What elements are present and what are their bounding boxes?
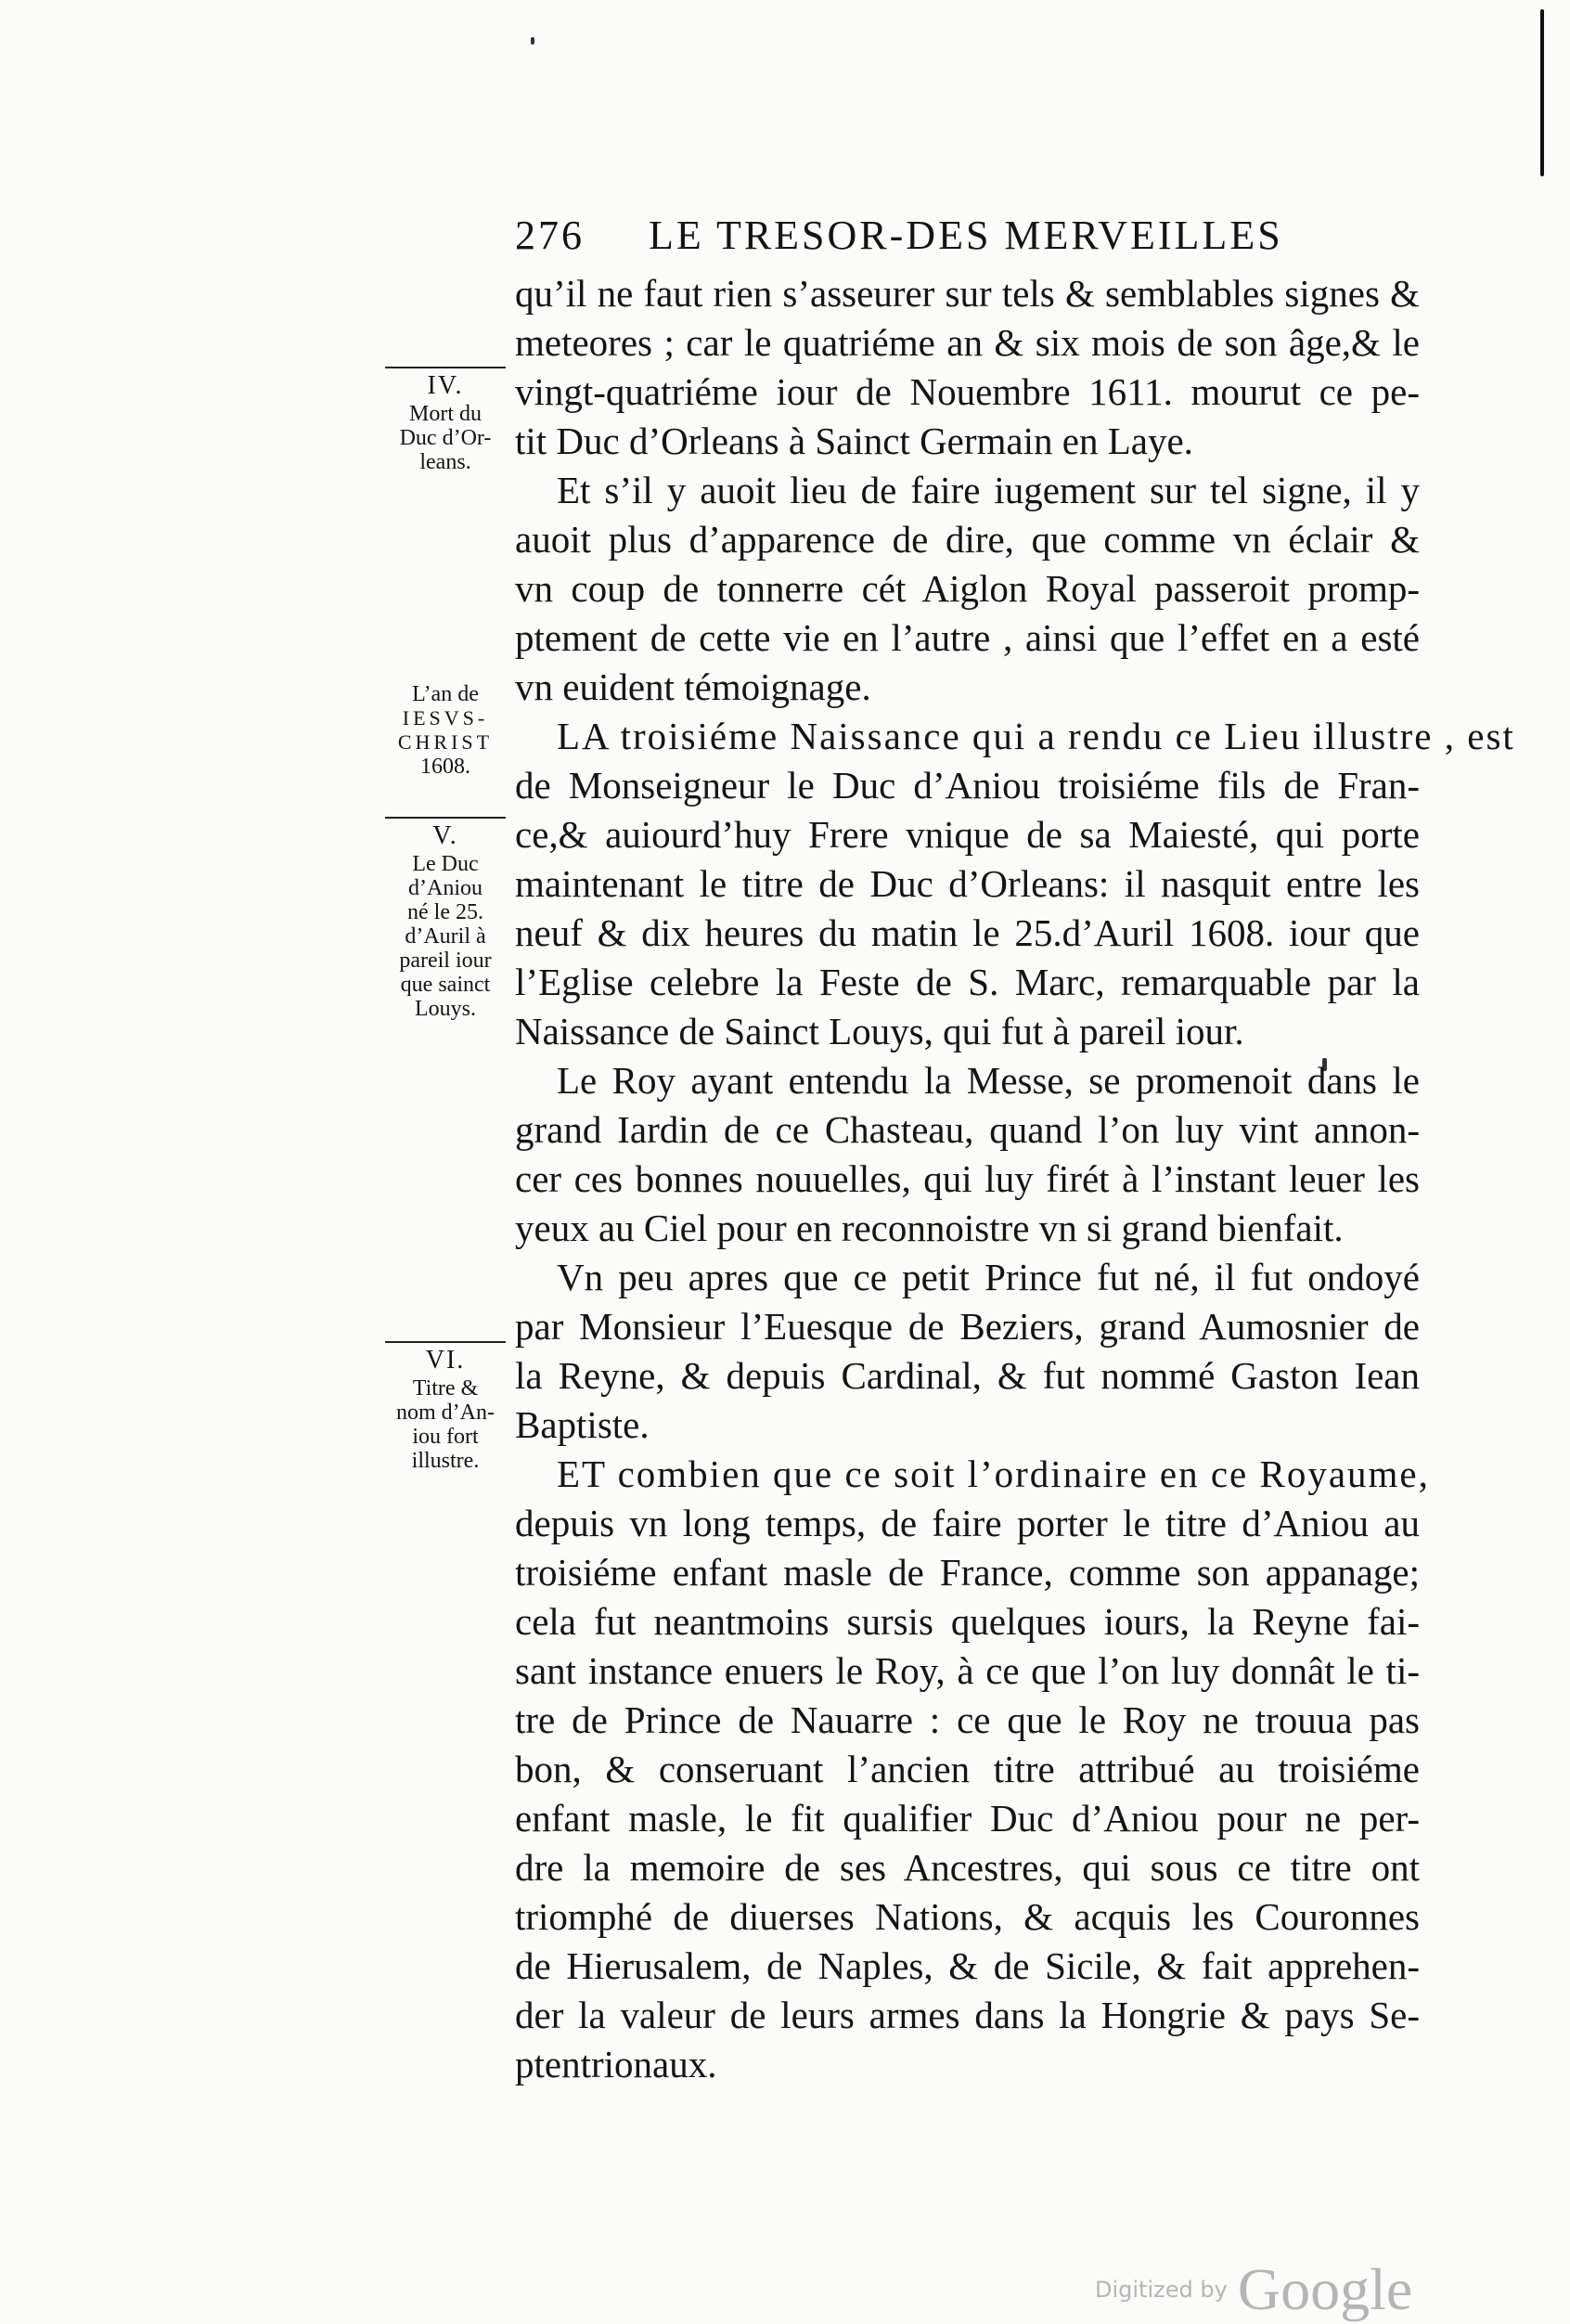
text-line: meteores ; car le quatriéme an & six mois de son âge,& le <box>515 321 1420 364</box>
paragraph-5 <box>515 1253 1420 1450</box>
text-line: enfant masle, le fit qualifier Duc d’Aniou pour ne per- <box>515 1797 1420 1840</box>
text-line: de Hierusalem, de Naples, & de Sicile, & fait apprehen- <box>515 1944 1420 1987</box>
text-line: vn euident témoignage. <box>515 665 871 708</box>
body-text <box>515 269 1515 2089</box>
margin-rule <box>385 1341 506 1343</box>
text-line: sant instance enuers le Roy, à ce que l’on luy donnât le ti- <box>515 1649 1420 1692</box>
text-line: ce,& auiourd’huy Frere vnique de sa Maiesté, qui porte <box>515 813 1420 856</box>
text-line: auoit plus d’apparence de dire, que comme vn éclair & <box>515 518 1420 561</box>
margin-note-vi <box>380 1341 510 1473</box>
paragraph-6 <box>515 1450 1430 2089</box>
text-line: ptentrionaux. <box>515 2043 717 2085</box>
margin-note-line: Duc d’Or- <box>399 426 492 450</box>
margin-note-line: né le 25. <box>407 900 483 924</box>
text-line: tre de Prince de Nauarre : ce que le Roy ne trouua pas <box>515 1698 1420 1741</box>
text-line: Le Roy ayant entendu la Messe, se promenoit dans le <box>557 1059 1420 1102</box>
google-logo: Google <box>1237 2256 1413 2322</box>
running-title: LE TRESOR-DES MERVEILLES <box>649 213 1283 258</box>
margin-numeral: V. <box>432 821 458 850</box>
text-line: LA troisiéme Naissance qui a rendu ce Lieu illustre , est <box>557 715 1515 757</box>
margin-note-line: nom d’An- <box>396 1401 495 1425</box>
margin-numeral: IV. <box>427 371 464 400</box>
text-line: cer ces bonnes nouuelles, qui luy firét à l’instant leuer les <box>515 1157 1420 1200</box>
text-line: par Monsieur l’Euesque de Beziers, grand Aumosnier de <box>515 1305 1420 1348</box>
text-line: bon, & conseruant l’ancien titre attribué au troisiéme <box>515 1748 1420 1790</box>
text-line: Et s’il y auoit lieu de faire iugement sur tel signe, il y <box>557 469 1420 511</box>
text-line: de Monseigneur le Duc d’Aniou troisiéme fils de Fran- <box>515 764 1420 807</box>
margin-note-line: que sainct <box>400 973 491 997</box>
text-line: vingt-quatriéme iour de Nouembre 1611. mourut ce pe- <box>515 370 1420 413</box>
margin-note-iv <box>380 367 510 474</box>
paragraph-3 <box>515 712 1515 1056</box>
scan-edge-mark <box>1540 9 1544 176</box>
paragraph-1 <box>515 269 1420 466</box>
text-line: triomphé de diuerses Nations, & acquis les Couronnes <box>515 1895 1420 1938</box>
text-line: neuf & dix heures du matin le 25.d’Auril 1608. iour que <box>515 911 1420 954</box>
text-line: tit Duc d’Orleans à Sainct Germain en Laye. <box>515 420 1193 462</box>
text-line: troisiéme enfant masle de France, comme son appanage; <box>515 1551 1420 1594</box>
margin-note-date <box>380 682 510 779</box>
text-line: cela fut neantmoins sursis quelques iours, la Reyne fai- <box>515 1600 1420 1643</box>
margin-note-line: IESVS- <box>402 706 489 729</box>
margin-note-line: Le Duc <box>412 852 479 876</box>
margin-note-line: d’Aniou <box>408 876 483 900</box>
text-line: vn coup de tonnerre cét Aiglon Royal passeroit promp- <box>515 567 1420 610</box>
scan-speck <box>531 37 534 45</box>
margin-rule <box>385 367 506 368</box>
text-line: qu’il ne faut rien s’asseurer sur tels & semblables signes & <box>515 272 1420 315</box>
text-line: Baptiste. <box>515 1403 650 1446</box>
margin-note-line: illustre. <box>411 1449 480 1473</box>
text-line: dre la memoire de ses Ancestres, qui sous ce titre ont <box>515 1846 1420 1889</box>
text-line: Vn peu apres que ce petit Prince fut né, il fut ondoyé <box>557 1256 1420 1298</box>
margin-note-line: leans. <box>419 450 471 474</box>
paragraph-2 <box>515 466 1420 712</box>
text-line: Naissance de Sainct Louys, qui fut à pareil iour. <box>515 1010 1244 1052</box>
margin-numeral: VI. <box>425 1346 466 1375</box>
margin-note-line: pareil iour <box>399 949 492 973</box>
margin-note-v <box>380 817 510 1021</box>
text-line: depuis vn long temps, de faire porter le titre d’Aniou au <box>515 1502 1420 1544</box>
text-line: der la valeur de leurs armes dans la Hongrie & pays Se- <box>515 1994 1420 2036</box>
margin-note-line: Louys. <box>415 997 476 1021</box>
margin-note-line: 1608. <box>420 755 470 779</box>
text-line: grand Iardin de ce Chasteau, quand l’on luy vint annon- <box>515 1108 1420 1151</box>
paragraph-4 <box>515 1056 1420 1253</box>
margin-note-line: Mort du <box>409 402 482 426</box>
text-line: l’Eglise celebre la Feste de S. Marc, remarquable par la <box>515 961 1420 1003</box>
margin-note-line: L’an de <box>412 682 479 706</box>
margin-rule <box>385 817 506 819</box>
page-number: 276 <box>515 213 585 258</box>
margin-note-line: Titre & <box>412 1376 479 1401</box>
text-line: ET combien que ce soit l’ordinaire en ce Royaume, <box>557 1452 1430 1495</box>
text-line: la Reyne, & depuis Cardinal, & fut nommé Gaston Iean <box>515 1354 1420 1397</box>
text-line: yeux au Ciel pour en reconnoistre vn si grand bienfait. <box>515 1207 1344 1249</box>
digitized-by-google <box>1095 2255 1412 2324</box>
margin-note-line: CHRIST <box>397 730 494 754</box>
margin-note-line: d’Auril à <box>405 924 486 949</box>
running-head <box>515 212 1313 267</box>
text-line: maintenant le titre de Duc d’Orleans: il nasquit entre les <box>515 862 1420 905</box>
margin-note-line: iou fort <box>412 1425 479 1449</box>
text-line: ptement de cette vie en l’autre , ainsi que l’effet en a esté <box>515 616 1420 659</box>
digitized-label: Digitized by <box>1095 2277 1228 2303</box>
